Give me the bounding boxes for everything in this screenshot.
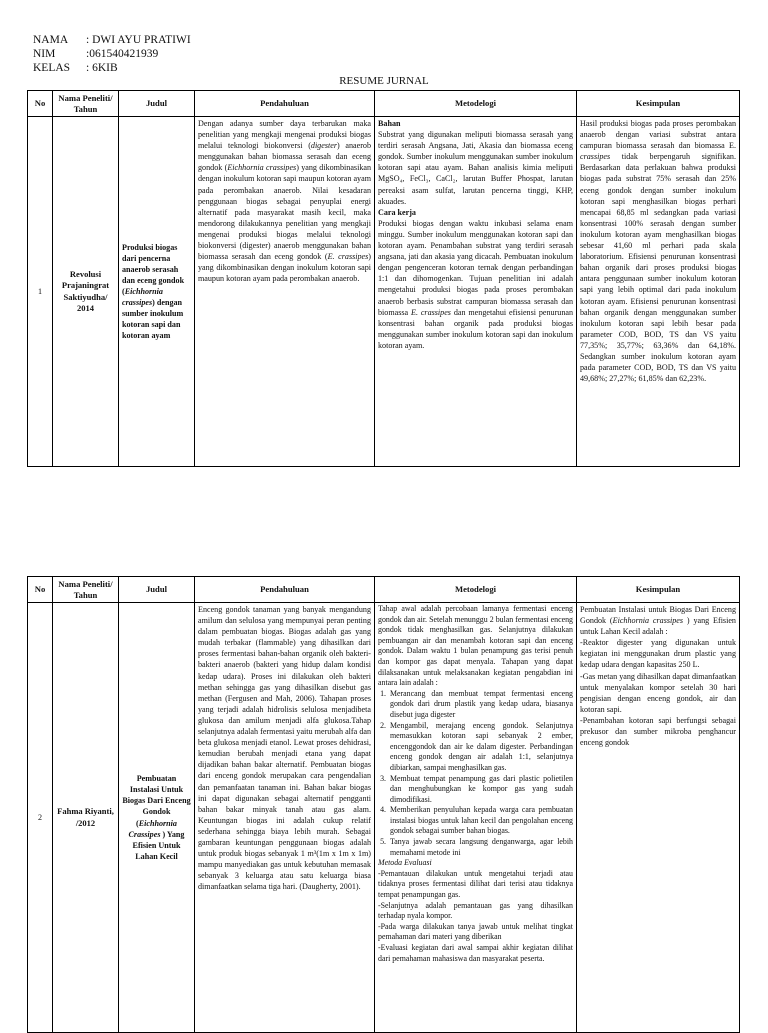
- col-no: No: [28, 577, 53, 603]
- kelas-value: : 6KIB: [86, 62, 118, 74]
- col-metodelogi: Metodelogi: [375, 577, 577, 603]
- table-row: [28, 603, 740, 1033]
- list-item: -Pada warga dilakukan tanya jawab untuk melihat tingkat pemahaman dari materi yang diberikan: [378, 921, 573, 942]
- nama-label: NAMA: [33, 34, 69, 46]
- col-kesimpulan: Kesimpulan: [577, 91, 740, 117]
- journal-table-1: [27, 90, 740, 467]
- row-pendahuluan: Dengan adanya sumber daya terbarukan maka penelitian yang mengkaji mengenai produksi biogas melalui teknologi biokonversi (digester) anaerob menggunakan bahan biomassa serasah dan eceng gondok (Eichhornia crassipes) yang dikombinasikan dengan inokulum kotoran sapi maupun kotoran ayam pada perombakan anaerob. Nilai kesadaran penggunaan biogas sebagai penyuplai energi alternatif pada masyarakat masih kecil, maka mendorong dilakukannya penelitian yang mengkaji mengenai produksi biogas melalui teknologi biokonversi (digester) anaerob menggunakan bahan biomassa serasah dan eceng gondok (E. crassipes) yang dikombinasikan dengan inokulum kotoran sapi maupun kotoran ayam pada perombakan anaerob.: [195, 117, 375, 467]
- col-kesimpulan: Kesimpulan: [577, 577, 740, 603]
- header-nama: [33, 33, 191, 47]
- metode-steps: [378, 689, 573, 859]
- nama-value: : DWI AYU PRATIWI: [86, 34, 191, 46]
- header-nim: [33, 47, 158, 61]
- table-header-row: [28, 577, 740, 603]
- row-judul: Produksi biogas dari pencerna anaerob serasah dan eceng gondok (Eichhornia crassipes) dengan sumber inokulum kotoran sapi dan kotoran ayam: [119, 117, 195, 467]
- list-item: -Penambahan kotoran sapi berfungsi sebagai prekusor dan sumber mikroba penghancur enceng gondok: [580, 715, 736, 748]
- table-header-row: [28, 91, 740, 117]
- row-no: 2: [28, 603, 53, 1033]
- row-nama: Fahma Riyanti, /2012: [53, 603, 119, 1033]
- row-kesimpulan: Hasil produksi biogas pada proses perombakan anaerob dengan variasi substrat antara campuran biomassa serasah dan biomassa E. crassipes tidak berpengaruh signifikan. Berdasarkan data perlakuan bahwa produksi biogas pada substrat 75% serasah dan 25% eceng gondok dengan sumber inokulum kotoran sapi menghasilkan biogas perhari mencapai 68,85 ml sedangkan pada variasi konsentrasi 100% serasah dengan sumber inokulum kotoran ayam menghasilkan biogas sebesar 41,60 ml perhari pada skala laboratorium. Efisiensi penurunan konsentrasi bahan organik dari proses produksi biogas antara penggunaan sumber inokulum kotoran sapi yang lebih optimal dari pada inokulum kotoran ayam. Efisiensi penurunan konsentrasi bahan organik dengan menggunakan sumber inokulum kotoran sapi lebih besar pada parameter COD, BOD, TS dan VS yaitu 77,35%; 35,77%; 63,36% dan 64,18%. Sedangkan sumber inokulum kotoran ayam pada parameter COD, BOD, TS dan VS yaitu 49,68%; 27,27%; 61,85% dan 62,23%.: [577, 117, 740, 467]
- table-row: [28, 117, 740, 467]
- row-metodelogi: [375, 117, 577, 467]
- col-pendahuluan: Pendahuluan: [195, 91, 375, 117]
- nim-label: NIM: [33, 48, 56, 60]
- metoda-evaluasi-heading: Metoda Evaluasi: [378, 858, 432, 868]
- row-judul: Pembuatan Instalasi Untuk Biogas Dari Enceng Gondok (Eichhornia Crassipes ) Yang Efisien Untuk Lahan Kecil: [119, 603, 195, 1033]
- col-nama: Nama Peneliti/ Tahun: [53, 577, 119, 603]
- list-item: 2. Mengambil, merajang enceng gondok. Selanjutnya memasukkan kotoran sapi sebanyak 2 ember, encenggondok dan air ke dalam digester. Perbandingan enceng gondok dengan air adalah 1:1, selanjutnya dibiarkan, sampai menghasilkan gas.: [388, 721, 573, 774]
- row-kesimpulan: Pembuatan Instalasi untuk Biogas Dari Enceng Gondok (Eichhornia crassipes ) yang Efisien untuk Lahan Kecil adalah : -Reaktor digester yang digunakan untuk kegiatan ini menggunakan drum plastic yang kedap udara dengan kapasitas 250 L. -Gas metan yang dihasilkan dapat dimanfaatkan untuk menyalakan kompor setelah 30 hari pengisian dengan enceng gondok, air dan kotoran sapi. -Penambahan kotoran sapi berfungsi sebagai prekusor dan sumber mikroba penghancur enceng gondok: [577, 603, 740, 1033]
- bahan-heading: Bahan: [378, 119, 401, 128]
- cara-kerja-text: Produksi biogas dengan waktu inkubasi selama enam minggu. Sumber inokulum menggunakan kotoran sapi dan kotoran ayam. Penambahan substrat yang terdiri serasah angsana, jati dan akasia yang dicacah. Pembuatan inokulum dengan pengenceran kotoran ternak dengan perbandingan 1:1 dan dihomogenkan. Tujuan penelitian ini adalah mengetahui produksi biogas pada proses perombakan anaerob berbasis substrat campuran biomassa serasah dan biomassa E. crassipes dan mengetahui efisiensi penurunan konsentrasi bahan organik pada produksi biogas menggunakan sumber inokulum kotoran sapi dan inokulum kotoran ayam.: [378, 218, 574, 350]
- list-item: -Pemantauan dilakukan untuk mengetahui terjadi atau tidaknya proses fermentasi dilihat dari terisi atau tidaknya tempat penampungan gas.: [378, 868, 573, 900]
- row-metodelogi: [375, 603, 577, 1033]
- row-nama: Revolusi Prajaningrat Saktiyudha/ 2014: [53, 117, 119, 467]
- list-item: -Reaktor digester yang digunakan untuk kegiatan ini menggunakan drum plastic yang kedap udara dengan kapasitas 250 L.: [580, 638, 736, 670]
- list-item: 1. Merancang dan membuat tempat fermentasi enceng gondok dari drum plastik yang kedap udara, biasanya disebut juga digester: [388, 689, 573, 721]
- list-item: -Gas metan yang dihasilkan dapat dimanfaatkan untuk menyalakan kompor setelah 30 hari pengisian dengan enceng gondok, air dan kotoran sapi.: [580, 671, 736, 714]
- col-judul: Judul: [119, 577, 195, 603]
- nim-value: :061540421939: [86, 48, 159, 60]
- list-item: -Selanjutnya adalah pemantauan gas yang dihasilkan terhadap nyala kompor.: [378, 900, 573, 921]
- cara-kerja-heading: Cara kerja: [378, 207, 416, 217]
- row-pendahuluan: Enceng gondok tanaman yang banyak mengandung amilum dan selulosa yang mempunyai peran penting dalam pembuatan biogas. Biogas adalah gas yang mudah terbakar (flammable) yang dihasilkan dari proses fermentasi bahan-bahan organik oleh bakteri-bakteri anaerob (bakteri yang hidup dalam kondisi kedap udara). Proses ini dilakukan oleh bakteri methan sehingga gas yang dihasilkan disebut gas methan (Fergusen and Mah, 2006). Tahapan proses yang terjadi adalah hidrolisis selulosa menjadibeta glukosa dan amilum menjadi alfa glukosa.Tahap selanjutnya adalah fermentasi yaitu merubah alfa dan beta glukosa menjadi etanol. Lewat proses dehidrasi, kemudian berubah menjadi etana yang dapat dijadikan bahan bakar alternatif. Pembuatan biogas dari enceng gondok merupakan cara pengendalian dan pemanfaatan tanaman ini. Bahan bakar biogas ini dapat digunakan sebagai alternatif pengganti bahan bakar minyak tanah atau gas alam. Keuntungan biogas ini adalah cukup relatif sederhana sehingga biaya lebih murah. Sebagai gambaran keuntungan penggunaan biogas adalah untuk produk biogas sebanyak 1 m³(1m x 1m x 1m) mampu manyediakan gas untuk kebutuhan memasak sebanyak 3 keluarga atau satu keluarga biasa dimanfaatkan selama tiga hari. (Daugherty, 2001).: [195, 603, 375, 1033]
- list-item: 3. Membuat tempat penampung gas dari plastic polietilen dan menghubungkan ke kompor gas yang sudah dimodifikasi.: [388, 774, 573, 806]
- col-pendahuluan: Pendahuluan: [195, 577, 375, 603]
- list-item: 4. Memberikan penyuluhan kepada warga cara pembuatan instalasi biogas untuk lahan kecil dan pengolahan enceng gondok sebagai sumber bahan biogas.: [388, 805, 573, 837]
- journal-table-2: [27, 576, 740, 1033]
- col-nama: Nama Peneliti/ Tahun: [53, 91, 119, 117]
- col-judul: Judul: [119, 91, 195, 117]
- bahan-text: Substrat yang digunakan meliputi biomassa serasah yang terdiri serasah Angsana, Jati, Akasia dan biomassa eceng gondok. Sumber inokulum menggunakan sumber inokulum kotoran sapi atau ayam. Bahan analisis kimia meliputi MgSO₄, FeCl₃, CaCl₂, larutan Buffer Phospat, larutan pereaksi asam sulfat, larutan pencerna tinggi, KHP, akuades.: [378, 130, 573, 206]
- row-no: 1: [28, 117, 53, 467]
- list-item: -Evaluasi kegiatan dari awal sampai akhir kegiatan dilihat dari pemahaman mahasiswa dan masyarakat peserta.: [378, 943, 573, 963]
- col-no: No: [28, 91, 53, 117]
- kelas-label: KELAS: [33, 62, 71, 74]
- page-title: RESUME JURNAL: [339, 75, 429, 87]
- col-metodelogi: Metodelogi: [375, 91, 577, 117]
- header-kelas: [33, 61, 118, 75]
- metode-intro: Tahap awal adalah percobaan lamanya fermentasi enceng gondok dan air. Setelah menunggu 2 bulan fermentasi enceng gondok tidak menghasilkan gas. Selanjutnya dilakukan pembuangan air dan menambah kotoran sapi dan enceng gondok. Dalam waktu 1 bulan penampung gas terisi penuh dan kompor gas dapat menyala. Tahapan yang dapat dilaksanakan untuk melaksanakan kegiatan pengabdian ini antara lain adalah :: [378, 604, 573, 688]
- list-item: 5. Tanya jawab secara langsung denganwarga, agar lebih memahami metode ini: [388, 837, 573, 858]
